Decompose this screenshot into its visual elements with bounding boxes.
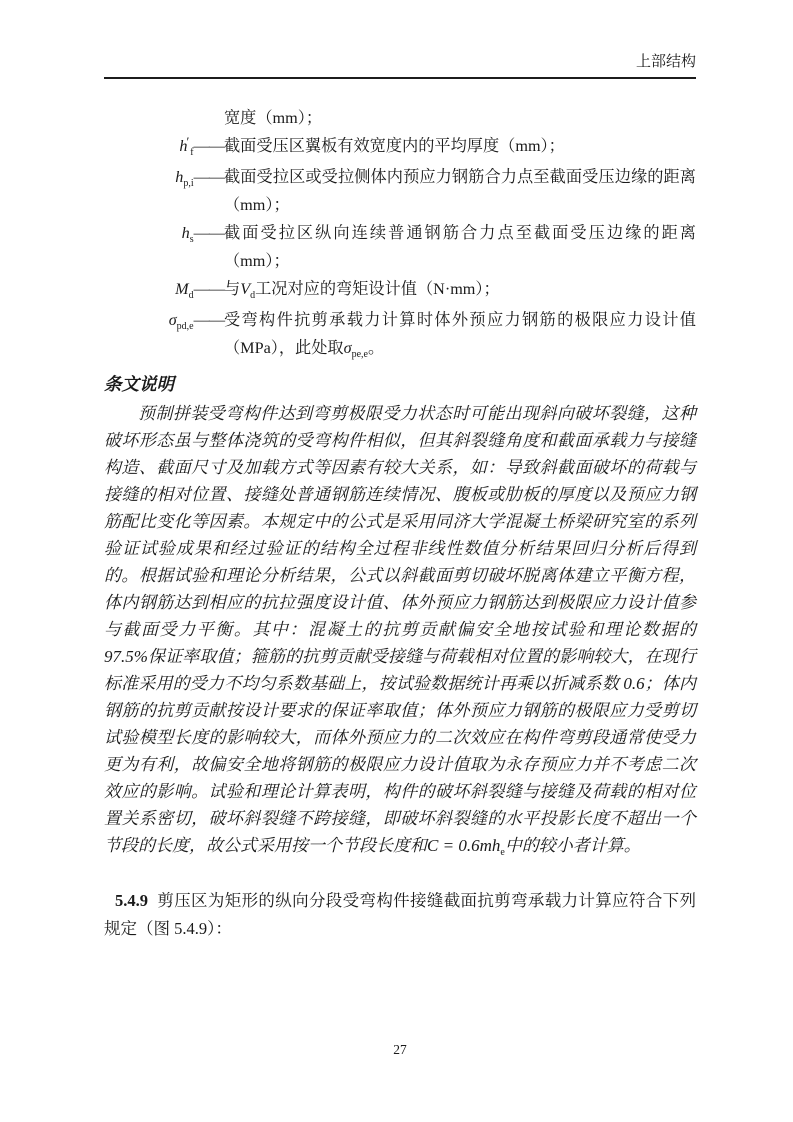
definition-text-main: 受弯构件抗剪承载力计算时体外预应力钢筋的极限应力设计值（MPa），此处取 bbox=[224, 311, 696, 357]
symbol-base: h bbox=[181, 224, 190, 242]
definition-text-post: 工况对应的弯矩设计值（N·mm）； bbox=[255, 280, 500, 298]
symbol-subscript: d bbox=[188, 290, 194, 301]
symbol-hpi bbox=[175, 168, 194, 189]
symbol-base: h bbox=[179, 137, 188, 155]
symbol-hs bbox=[181, 224, 194, 245]
formula-subscript-e: e bbox=[500, 847, 505, 858]
definition-text bbox=[224, 306, 696, 365]
clause-5-4-9 bbox=[104, 887, 696, 943]
definition-hpi bbox=[104, 163, 696, 219]
commentary-paragraph bbox=[104, 400, 696, 862]
definition-symbol bbox=[104, 163, 224, 194]
formula-variable-c: C bbox=[427, 836, 439, 855]
symbol-subscript: p,i bbox=[183, 178, 194, 189]
symbol-subscript: pd,e bbox=[176, 321, 194, 332]
inline-math-base: σ bbox=[343, 339, 352, 357]
running-header bbox=[104, 52, 696, 79]
definition-dash: —— bbox=[193, 137, 224, 155]
definition-symbol bbox=[104, 219, 224, 250]
inline-math-base: V bbox=[240, 280, 251, 298]
symbol-hf bbox=[179, 134, 194, 158]
symbol-base: M bbox=[175, 280, 189, 298]
commentary-heading: 条文说明 bbox=[104, 374, 174, 394]
formula-variable-mh: mh bbox=[479, 836, 501, 855]
definition-continuation-line bbox=[104, 104, 696, 132]
definition-hf bbox=[104, 132, 696, 163]
page-number: 27 bbox=[393, 1042, 407, 1057]
definition-sigma-pde bbox=[104, 306, 696, 365]
inline-math-subscript: d bbox=[250, 290, 256, 301]
formula-equals-coefficient: = 0.6 bbox=[438, 836, 480, 855]
definition-text-end: 。 bbox=[367, 339, 385, 357]
definition-text: 截面受拉区或受拉侧体内预应力钢筋合力点至截面受压边缘的距离（mm）； bbox=[224, 168, 696, 214]
definition-hs bbox=[104, 219, 696, 275]
inline-math-subscript: pe,e bbox=[351, 349, 368, 360]
definition-text bbox=[224, 275, 696, 306]
definition-dash: —— bbox=[193, 168, 224, 186]
definition-dash: —— bbox=[193, 224, 224, 242]
symbol-definitions bbox=[104, 104, 696, 365]
commentary-text: 预制拼装受弯构件达到弯剪极限受力状态时可能出现斜向破坏裂缝，这种破坏形态虽与整体浇筑的受弯构件相似，但其斜裂缝角度和截面承载力与接缝构造、截面尺寸及加载方式等因素有较大关系，如：导致斜截面破坏的荷载与接缝的相对位置、接缝处普通钢筋连续情况、腹板或肋板的厚度以及预应力钢筋配比变化等因素。本规定中的公式是采用同济大学混凝土桥梁研究室的系列验证试验成果和经过验证的结构全过程非线性数值分析结果回归分析后得到的。根据试验和理论分析结果，公式以斜截面剪切破坏脱离体建立平衡方程，体内钢筋达到相应的抗拉强度设计值、体外预应力钢筋达到极限应力设计值参与截面受力平衡。其中：混凝土的抗剪贡献偏安全地按试验和理论数据的 97.5%保证率取值；箍筋的抗剪贡献受接缝与荷载相对位置的影响较大，在现行标准采用的受力不均匀系数基础上，按试验数据统计再乘以折减系数 0.6；体内钢筋的抗剪贡献按设计要求的保证率取值；体外预应力钢筋的极限应力受剪切试验模型长度的影响较大，而体外预应力的二次效应在构件弯剪段通常使受力更为有利，故偏安全地将钢筋的极限应力设计值取为永存预应力并不考虑二次效应的影响。试验和理论计算表明，构件的破坏斜裂缝与接缝及荷载的相对位置关系密切，破坏斜裂缝不跨接缝，即破坏斜裂缝的水平投影长度不超出一个节段的长度，故公式采用按一个节段长度和 bbox=[104, 404, 696, 855]
commentary-text-end: 中的较小者计算。 bbox=[504, 836, 641, 855]
definition-text: 宽度（mm）； bbox=[224, 109, 323, 127]
header-title: 上部结构 bbox=[635, 54, 696, 70]
page-content bbox=[104, 0, 696, 943]
definition-text: 截面受拉区纵向连续普通钢筋合力点至截面受压边缘的距离（mm）； bbox=[224, 224, 696, 270]
definition-symbol bbox=[104, 306, 224, 337]
symbol-sigma-pde bbox=[168, 311, 194, 332]
symbol-prime: ′ bbox=[186, 134, 190, 149]
definition-symbol bbox=[104, 132, 224, 163]
symbol-subscript: s bbox=[189, 234, 194, 245]
definition-md bbox=[104, 275, 696, 306]
symbol-base: σ bbox=[168, 311, 177, 329]
symbol-subscript: f bbox=[190, 147, 194, 158]
definition-text: 截面受压区翼板有效宽度内的平均厚度（mm）； bbox=[224, 137, 565, 155]
clause-number: 5.4.9 bbox=[115, 891, 148, 910]
definition-symbol bbox=[104, 275, 224, 306]
symbol-md bbox=[175, 280, 194, 301]
definition-dash: —— bbox=[193, 311, 224, 329]
definition-text-pre: 与 bbox=[224, 280, 241, 298]
symbol-base: h bbox=[175, 168, 184, 186]
clause-text: 剪压区为矩形的纵向分段受弯构件接缝截面抗剪弯承载力计算应符合下列规定（图 5.4.9）： bbox=[104, 891, 696, 938]
definition-dash: —— bbox=[193, 280, 224, 298]
